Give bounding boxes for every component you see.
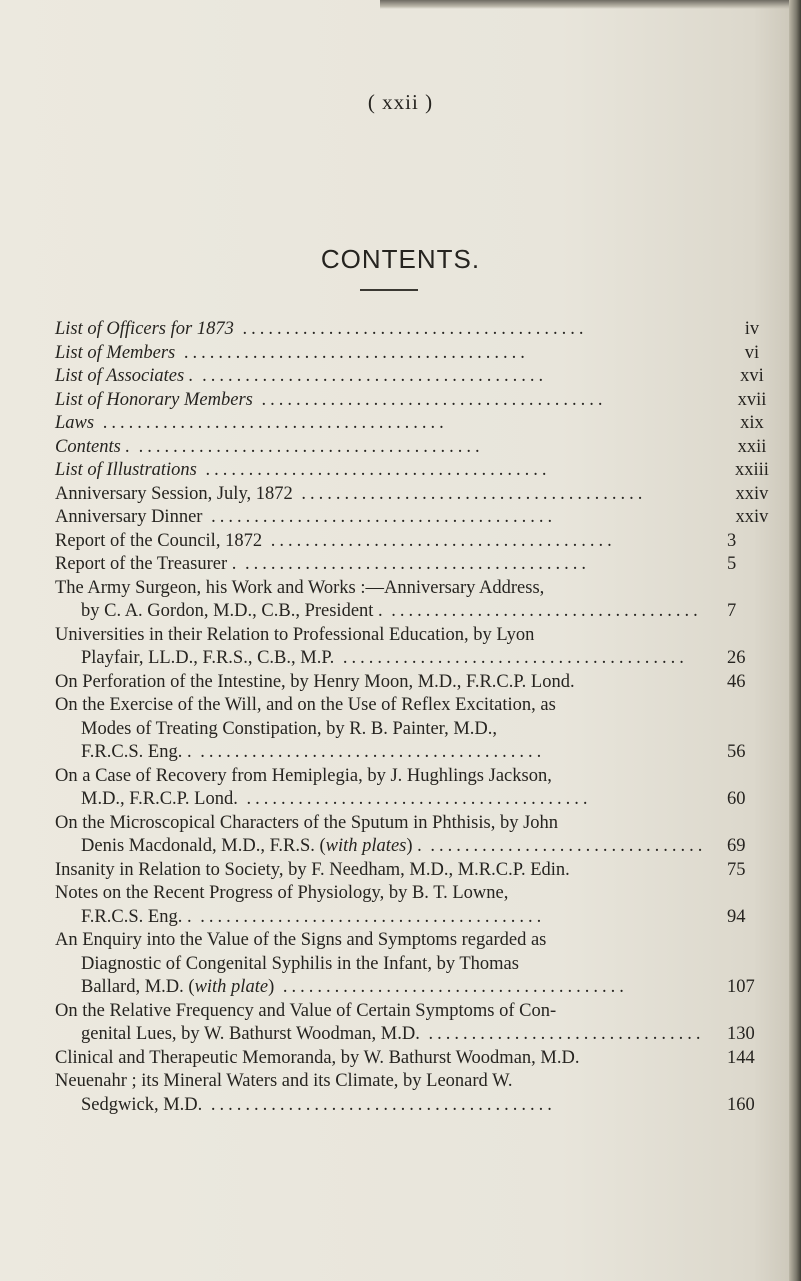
toc-entry-title-line: On Perforation of the Intestine, by Henry Moon, M.D., F.R.C.P. Lond. 46 [55,671,780,695]
toc-entry-page: 56 [727,742,746,762]
toc-entry-page: xxii [737,436,767,457]
toc-entry [55,506,780,530]
leader-dots: ........................................ [237,789,592,809]
table-of-contents [55,318,780,1117]
toc-entry-title-line: On the Exercise of the Will, and on the Use of Reflex Excitation, as [55,695,556,715]
toc-entry-page: 60 [727,789,746,809]
toc-entry [55,530,780,554]
toc-entry [55,812,780,859]
toc-entry-page: 5 [727,554,737,574]
toc-entry-page: iv [744,319,760,339]
toc-entry-title-line: Clinical and Therapeutic Memoranda, by W. Bathurst Woodman, M.D. 144 [55,1047,780,1071]
toc-entry-title-line: List of Officers for 1873 ........................................ iv [55,318,780,342]
toc-entry-title-line: On the Relative Frequency and Value of Certain Symptoms of Con- [55,1000,557,1021]
leader-dots: ........................................ [252,389,607,410]
toc-entry [55,859,780,883]
leader-dots: ........................................ [196,460,551,480]
toc-entry-title-line: Ballard, M.D. (with plate) ........................................ 107 [55,976,780,1000]
leader-dots: ........................................ [193,366,548,386]
toc-entry-title-line: Denis Macdonald, M.D., F.R.S. (with plates) . ................................ 69 [55,835,780,859]
toc-entry [55,389,780,413]
toc-entry-page: 107 [727,977,755,997]
leader-dots: ................................ [421,836,707,856]
toc-entry-page: xvi [740,366,764,386]
contents-heading: CONTENTS. [320,244,481,274]
toc-entry-page: 7 [727,601,737,621]
toc-entry-title-line: Anniversary Session, July, 1872 ........................................ xxiv [55,483,780,507]
leader-dots: ........................................ [202,507,557,527]
toc-entry [55,412,780,436]
toc-entry [55,694,780,765]
toc-entry [55,671,780,695]
toc-entry-title-line: F.R.C.S. Eng. . ........................................ 56 [55,741,780,765]
toc-entry-page: 26 [727,648,746,668]
toc-entry-title-line: List of Honorary Members ........................................ xvii [55,389,780,413]
toc-entry-title-line: Playfair, LL.D., F.R.S., C.B., M.P. ........................................ 26 [55,647,780,671]
toc-entry-page: xxiv [735,507,769,527]
toc-entry-title-line: genital Lues, by W. Bathurst Woodman, M.D. ................................ 130 [55,1023,780,1047]
toc-entry-title-line: The Army Surgeon, his Work and Works :—Anniversary Address, [55,577,545,598]
page-top-edge-shadow [380,0,801,9]
leader-dots: ........................................ [334,648,688,668]
toc-entry-page: xvii [737,389,767,410]
toc-entry-page: xxiv [735,483,769,504]
leader-dots: ........................................ [94,413,448,433]
leader-dots: ........................................ [175,342,529,363]
book-spine-edge [789,0,801,1281]
toc-entry-title-line: Notes on the Recent Progress of Physiology, by B. T. Lowne, [55,883,509,903]
toc-entry-page: 69 [727,836,746,856]
toc-entry-page: 94 [727,906,746,927]
leader-dots: ........................................ [236,554,590,574]
toc-entry-title-line: Report of the Council, 1872 ........................................ 3 [55,530,780,554]
toc-entry [55,1070,780,1117]
page-number: ( xxii ) [367,90,434,114]
toc-entry [55,436,780,460]
toc-entry [55,882,780,929]
toc-entry-title-line: Sedgwick, M.D. ........................................ 160 [55,1094,780,1118]
toc-entry-title-line: On a Case of Recovery from Hemiplegia, by J. Hughlings Jackson, [55,765,552,786]
toc-entry [55,577,780,624]
toc-entry-title-line: Neuenahr ; its Mineral Waters and its Climate, by Leonard W. [55,1071,513,1091]
toc-entry-title-line: by C. A. Gordon, M.D., C.B., President . .................................... 7 [55,600,780,624]
toc-entry-title-line: Insanity in Relation to Society, by F. Needham, M.D., M.R.C.P. Edin. 75 [55,859,780,883]
toc-entry [55,318,780,342]
toc-entry-title-line: An Enquiry into the Value of the Signs and Symptoms regarded as [55,930,547,950]
toc-entry-title-line: List of Members ........................................ vi [55,342,780,366]
heading-rule [360,289,418,291]
toc-entry-page: 130 [727,1024,755,1044]
toc-entry-title-line: On the Microscopical Characters of the Sputum in Phthisis, by John [55,812,559,833]
toc-entry-title-line: List of Illustrations ........................................ xxiii [55,459,780,483]
leader-dots: ........................................ [292,483,647,504]
toc-entry-page: 46 [727,671,746,692]
toc-entry-title-line: Report of the Treasurer . ........................................ 5 [55,553,780,577]
leader-dots: ........................................ [191,906,546,927]
leader-dots: ........................................ [202,1094,556,1115]
toc-entry [55,483,780,507]
toc-entry-title-line: Anniversary Dinner ........................................ xxiv [55,506,780,530]
leader-dots: .................................... [382,601,702,621]
toc-entry [55,342,780,366]
leader-dots: ........................................ [262,530,616,551]
toc-entry-page: xxiii [735,460,769,480]
toc-entry [55,1000,780,1047]
toc-entry [55,624,780,671]
toc-entry-page: vi [744,342,760,363]
toc-entry [55,459,780,483]
toc-entry-title-line: Diagnostic of Congenital Syphilis in the Infant, by Thomas [81,953,519,974]
toc-entry [55,553,780,577]
leader-dots: ........................................ [233,319,588,339]
toc-entry-title-line: M.D., F.R.C.P. Lond. ........................................ 60 [55,788,780,812]
leader-dots: ........................................ [130,436,484,457]
toc-entry-page: 144 [727,1047,755,1068]
leader-dots: ........................................ [274,977,628,997]
toc-entry-title-line: Laws ........................................ xix [55,412,780,436]
leader-dots: ................................ [419,1024,705,1044]
leader-dots: ........................................ [191,742,546,762]
toc-entry-page: 75 [727,859,746,880]
toc-entry [55,1047,780,1071]
toc-entry [55,365,780,389]
toc-entry-title-line: List of Associates . ........................................ xvi [55,365,780,389]
toc-entry-page: 3 [727,530,737,551]
toc-entry-title-line: Contents . ........................................ xxii [55,436,780,460]
toc-entry-title-line: Universities in their Relation to Professional Education, by Lyon [55,624,535,645]
toc-entry [55,929,780,1000]
toc-entry-page: 160 [727,1094,755,1115]
toc-entry-title-line: Modes of Treating Constipation, by R. B. Painter, M.D., [81,718,498,739]
toc-entry [55,765,780,812]
toc-entry-title-line: F.R.C.S. Eng. . ........................................ 94 [55,906,780,930]
toc-entry-page: xix [740,413,764,433]
